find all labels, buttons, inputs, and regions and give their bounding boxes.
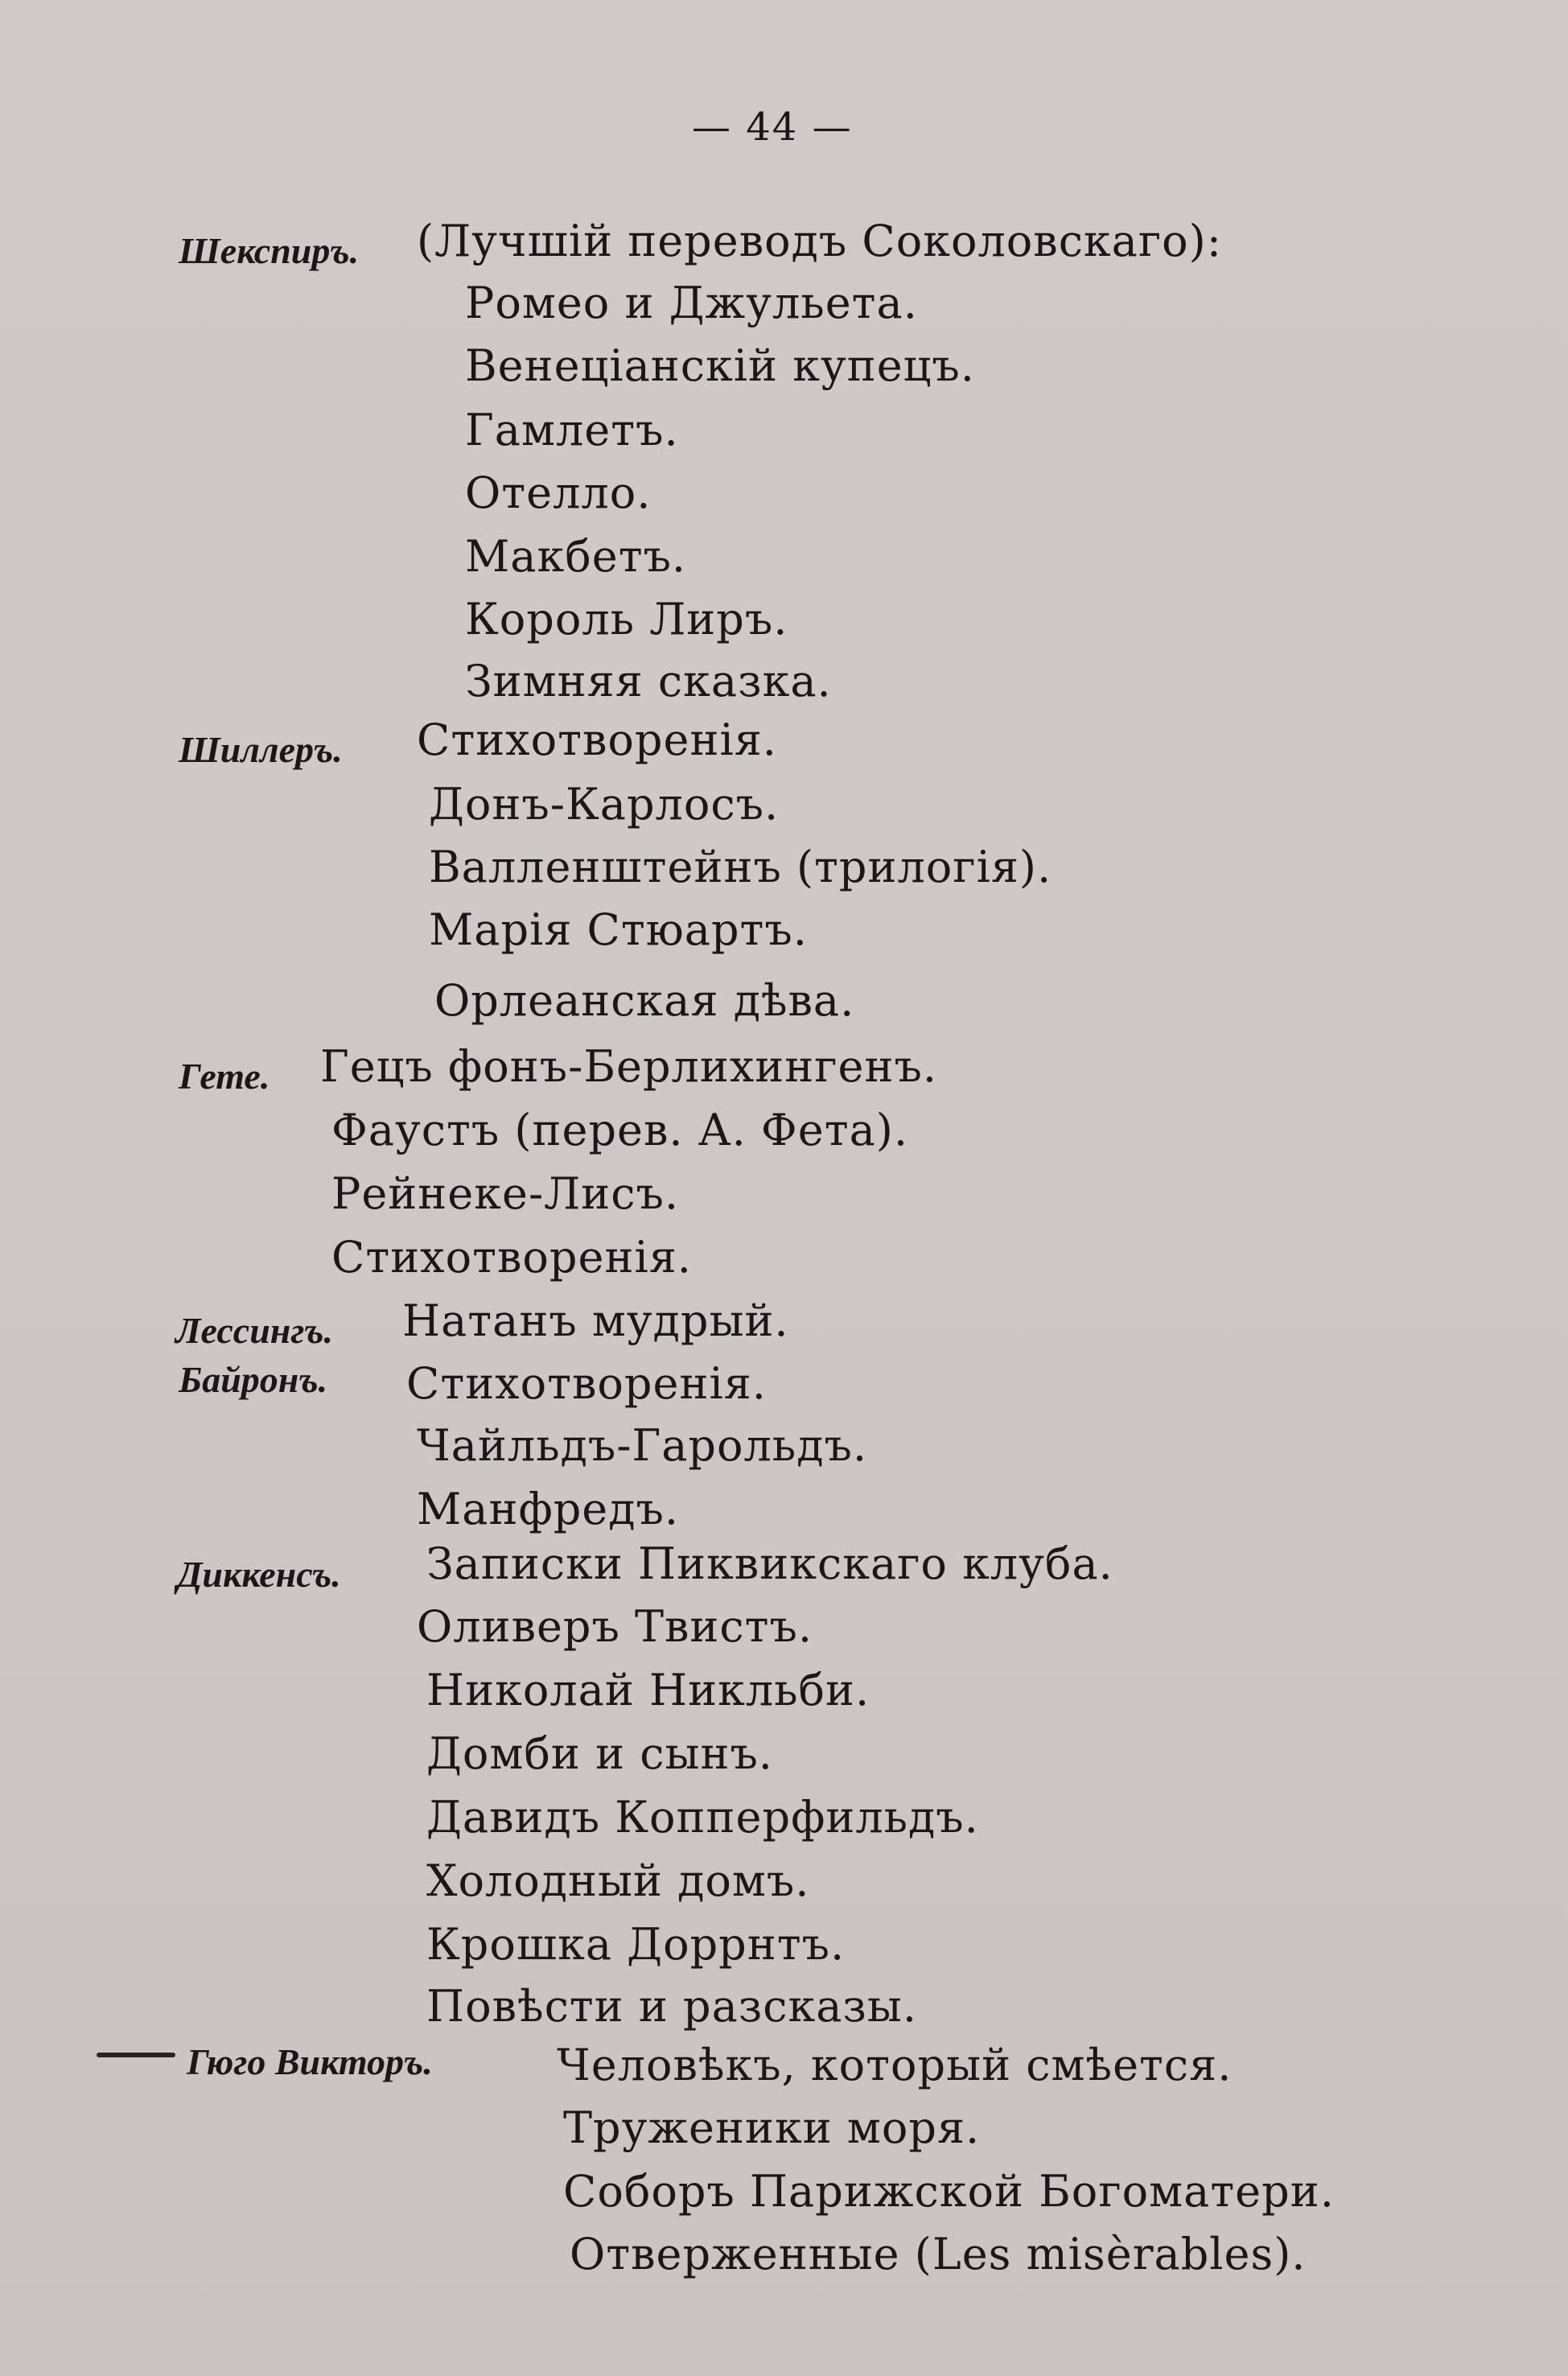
work-line: Чайльдъ-Гарольдъ. — [417, 1420, 867, 1471]
work-line: Соборъ Парижской Богоматери. — [563, 2166, 1335, 2217]
work-line: Труженики моря. — [563, 2102, 981, 2153]
work-line: Повѣсти и разсказы. — [426, 1981, 917, 2032]
work-line: Крошка Доррнтъ. — [426, 1919, 846, 1970]
work-line: Рейнеке-Лисъ. — [331, 1168, 680, 1219]
work-line: Донъ-Карлосъ. — [429, 779, 780, 830]
work-line: Домби и сынъ. — [426, 1728, 773, 1779]
work-line: Холодный домъ. — [426, 1855, 810, 1906]
work-line: Марія Стюартъ. — [429, 904, 808, 955]
work-line: Ромео и Джульета. — [465, 278, 918, 328]
work-line: Давидъ Копперфильдъ. — [426, 1792, 979, 1843]
work-line: Зимняя сказка. — [465, 656, 832, 706]
work-line: Макбетъ. — [465, 531, 687, 582]
work-line: Человѣкъ, который смѣется. — [557, 2040, 1233, 2090]
work-line: Записки Пиквикскаго клуба. — [426, 1538, 1113, 1589]
author-hugo: Гюго Викторъ. — [187, 2041, 433, 2082]
work-line: Гамлетъ. — [465, 405, 679, 455]
work-line: Отелло. — [465, 467, 652, 518]
margin-dash — [97, 2053, 175, 2057]
author-goethe: Гете. — [179, 1056, 270, 1097]
work-line: Отверженные (Les misèrables). — [570, 2229, 1307, 2279]
work-line: Валленштейнъ (трилогія). — [429, 842, 1052, 892]
work-line: Стихотворенія. — [417, 714, 777, 765]
work-line: Венеціанскій купецъ. — [465, 340, 975, 391]
work-line: Манфредъ. — [417, 1484, 680, 1534]
author-byron: Байронъ. — [179, 1359, 328, 1400]
work-line: Король Лиръ. — [465, 594, 788, 644]
work-line: Орлеанская дѣва. — [434, 975, 855, 1026]
work-line: Стихотворенія. — [331, 1232, 692, 1283]
work-line: Николай Никльби. — [426, 1665, 870, 1715]
work-line: (Лучшій переводъ Соколовскаго): — [417, 216, 1222, 266]
author-dickens: Диккенсъ. — [177, 1554, 341, 1595]
author-lessing: Лессингъ. — [175, 1310, 334, 1351]
author-schiller: Шиллеръ. — [179, 729, 343, 770]
author-shakespeare: Шекспиръ. — [179, 230, 360, 271]
work-line: Гецъ фонъ-Берлихингенъ. — [320, 1041, 938, 1092]
page-number: — 44 — — [692, 105, 853, 150]
work-line: Фаустъ (перев. А. Фета). — [331, 1105, 909, 1155]
work-line: Оливеръ Твистъ. — [417, 1601, 813, 1652]
work-line: Стихотворенія. — [406, 1358, 767, 1409]
work-line: Натанъ мудрый. — [402, 1295, 789, 1346]
